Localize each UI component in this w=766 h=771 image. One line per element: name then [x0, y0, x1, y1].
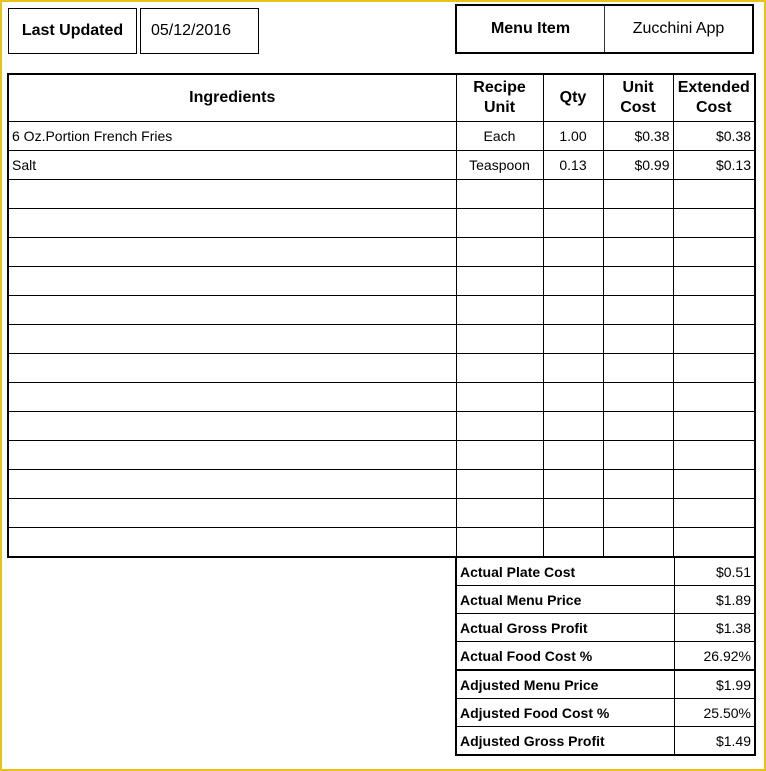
- table-row: [8, 296, 755, 325]
- recipe-unit-cell[interactable]: [456, 296, 543, 325]
- table-row: [8, 151, 755, 180]
- summary-row: [456, 614, 755, 642]
- recipe-unit-cell[interactable]: [456, 354, 543, 383]
- unit-cost-cell[interactable]: [603, 267, 673, 296]
- qty-cell[interactable]: [543, 528, 603, 558]
- recipe-unit-cell[interactable]: [456, 499, 543, 528]
- table-row: [8, 180, 755, 209]
- col-header-extended-cost: Extended Cost: [673, 74, 755, 122]
- ingredient-cell[interactable]: [8, 209, 456, 238]
- unit-cost-cell[interactable]: [603, 296, 673, 325]
- unit-cost-cell[interactable]: $0.38: [603, 122, 673, 151]
- ingredient-cell[interactable]: [8, 412, 456, 441]
- summary-value[interactable]: 26.92%: [674, 642, 755, 671]
- table-row: [8, 441, 755, 470]
- recipe-unit-cell[interactable]: [456, 528, 543, 558]
- extended-cost-cell[interactable]: [673, 383, 755, 412]
- summary-row: [456, 557, 755, 586]
- summary-value[interactable]: $1.49: [674, 727, 755, 756]
- summary-value[interactable]: 25.50%: [674, 699, 755, 727]
- table-row: [8, 499, 755, 528]
- table-row: [8, 209, 755, 238]
- qty-cell[interactable]: [543, 180, 603, 209]
- unit-cost-cell[interactable]: [603, 441, 673, 470]
- table-row: [8, 238, 755, 267]
- table-row: [8, 383, 755, 412]
- summary-label: Actual Food Cost %: [456, 642, 674, 671]
- extended-cost-cell[interactable]: [673, 209, 755, 238]
- unit-cost-cell[interactable]: [603, 383, 673, 412]
- last-updated-field[interactable]: 05/12/2016: [140, 8, 259, 54]
- summary-label: Adjusted Gross Profit: [456, 727, 674, 756]
- extended-cost-cell[interactable]: [673, 238, 755, 267]
- ingredient-cell[interactable]: [8, 499, 456, 528]
- table-row: [8, 122, 755, 151]
- ingredient-cell[interactable]: [8, 528, 456, 558]
- recipe-unit-cell[interactable]: [456, 412, 543, 441]
- qty-cell[interactable]: [543, 267, 603, 296]
- table-row: [8, 528, 755, 558]
- qty-cell[interactable]: [543, 470, 603, 499]
- qty-cell[interactable]: [543, 383, 603, 412]
- last-updated-label: Last Updated: [8, 8, 137, 54]
- summary-label: Actual Gross Profit: [456, 614, 674, 642]
- summary-label: Adjusted Food Cost %: [456, 699, 674, 727]
- recipe-unit-cell[interactable]: [456, 325, 543, 354]
- summary-row: [456, 642, 755, 671]
- col-header-unit-cost: Unit Cost: [603, 74, 673, 122]
- ingredients-table: [7, 73, 756, 558]
- unit-cost-cell[interactable]: [603, 470, 673, 499]
- ingredient-cell[interactable]: 6 Oz.Portion French Fries: [8, 122, 456, 151]
- unit-cost-cell[interactable]: [603, 499, 673, 528]
- recipe-unit-cell[interactable]: Each: [456, 122, 543, 151]
- summary-value[interactable]: $1.38: [674, 614, 755, 642]
- col-header-qty: Qty: [543, 74, 603, 122]
- summary-value[interactable]: $1.99: [674, 670, 755, 699]
- table-row: [8, 354, 755, 383]
- extended-cost-cell[interactable]: [673, 499, 755, 528]
- qty-cell[interactable]: [543, 238, 603, 267]
- summary-row: [456, 586, 755, 614]
- ingredient-cell[interactable]: [8, 180, 456, 209]
- unit-cost-cell[interactable]: [603, 180, 673, 209]
- ingredient-cell[interactable]: [8, 470, 456, 499]
- qty-cell[interactable]: [543, 412, 603, 441]
- recipe-unit-cell[interactable]: [456, 383, 543, 412]
- extended-cost-cell[interactable]: [673, 325, 755, 354]
- unit-cost-cell[interactable]: [603, 325, 673, 354]
- qty-cell[interactable]: [543, 499, 603, 528]
- table-row: [8, 470, 755, 499]
- extended-cost-cell[interactable]: [673, 470, 755, 499]
- unit-cost-cell[interactable]: [603, 354, 673, 383]
- recipe-unit-cell[interactable]: [456, 209, 543, 238]
- extended-cost-cell[interactable]: [673, 267, 755, 296]
- unit-cost-cell[interactable]: $0.99: [603, 151, 673, 180]
- extended-cost-cell[interactable]: [673, 180, 755, 209]
- summary-label: Actual Menu Price: [456, 586, 674, 614]
- summary-row: [456, 727, 755, 756]
- qty-cell[interactable]: [543, 354, 603, 383]
- table-row: [8, 412, 755, 441]
- recipe-unit-cell[interactable]: [456, 180, 543, 209]
- qty-cell[interactable]: [543, 325, 603, 354]
- extended-cost-cell[interactable]: $0.38: [673, 122, 755, 151]
- qty-cell[interactable]: [543, 209, 603, 238]
- unit-cost-cell[interactable]: [603, 238, 673, 267]
- table-row: [8, 325, 755, 354]
- extended-cost-cell[interactable]: $0.13: [673, 151, 755, 180]
- extended-cost-cell[interactable]: [673, 412, 755, 441]
- summary-label: Actual Plate Cost: [456, 557, 674, 586]
- recipe-unit-cell[interactable]: Teaspoon: [456, 151, 543, 180]
- ingredient-cell[interactable]: [8, 354, 456, 383]
- summary-value[interactable]: $1.89: [674, 586, 755, 614]
- menu-item-box: [455, 4, 754, 54]
- menu-item-field[interactable]: Zucchini App: [632, 20, 725, 37]
- qty-cell[interactable]: [543, 441, 603, 470]
- extended-cost-cell[interactable]: [673, 354, 755, 383]
- menu-item-label: Menu Item: [457, 6, 605, 52]
- summary-value[interactable]: $0.51: [674, 557, 755, 586]
- extended-cost-cell[interactable]: [673, 528, 755, 558]
- table-row: [8, 267, 755, 296]
- qty-cell[interactable]: 1.00: [543, 122, 603, 151]
- table-header-row: [8, 74, 755, 122]
- unit-cost-cell[interactable]: [603, 209, 673, 238]
- ingredient-cell[interactable]: Salt: [8, 151, 456, 180]
- recipe-unit-cell[interactable]: [456, 441, 543, 470]
- summary-row: [456, 699, 755, 727]
- ingredient-cell[interactable]: [8, 441, 456, 470]
- qty-cell[interactable]: 0.13: [543, 151, 603, 180]
- unit-cost-cell[interactable]: [603, 528, 673, 558]
- summary-table: [455, 556, 756, 756]
- summary-row: [456, 670, 755, 699]
- qty-cell[interactable]: [543, 296, 603, 325]
- recipe-unit-cell[interactable]: [456, 267, 543, 296]
- ingredient-cell[interactable]: [8, 296, 456, 325]
- col-header-recipe-unit: Recipe Unit: [456, 74, 543, 122]
- recipe-unit-cell[interactable]: [456, 470, 543, 499]
- ingredient-cell[interactable]: [8, 325, 456, 354]
- recipe-unit-cell[interactable]: [456, 238, 543, 267]
- summary-label: Adjusted Menu Price: [456, 670, 674, 699]
- extended-cost-cell[interactable]: [673, 441, 755, 470]
- ingredient-cell[interactable]: [8, 267, 456, 296]
- col-header-ingredients: Ingredients: [8, 74, 456, 122]
- unit-cost-cell[interactable]: [603, 412, 673, 441]
- ingredient-cell[interactable]: [8, 383, 456, 412]
- extended-cost-cell[interactable]: [673, 296, 755, 325]
- ingredient-cell[interactable]: [8, 238, 456, 267]
